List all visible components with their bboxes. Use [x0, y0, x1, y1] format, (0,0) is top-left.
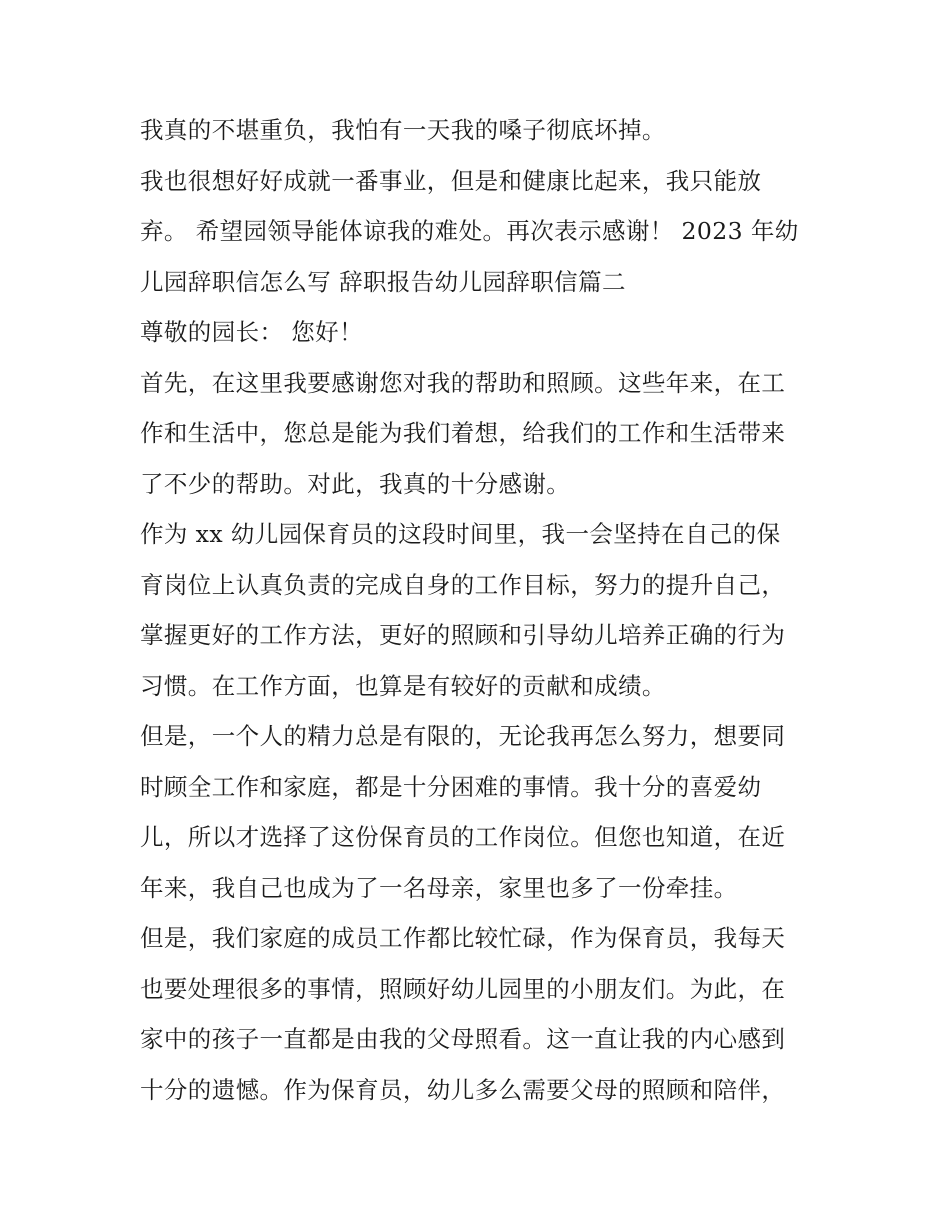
text-line: 家中的孩子一直都是由我的父母照看。这一直让我的内心感到 — [140, 1025, 786, 1053]
text-line: 掌握更好的工作方法，更好的照顾和引导幼儿培养正确的行为 — [140, 621, 786, 649]
text-line: 作和生活中，您总是能为我们着想，给我们的工作和生活带来 — [140, 419, 786, 447]
document-body — [140, 105, 820, 1115]
text-line: 也要处理很多的事情，照顾好幼儿园里的小朋友们。为此，在 — [140, 974, 786, 1003]
salutation-line: 尊敬的园长： 您好！ — [140, 318, 363, 346]
text-line: 但是，一个人的精力总是有限的，无论我再怎么努力，想要同 — [140, 722, 786, 750]
text-line: 习惯。在工作方面，也算是有较好的贡献和成绩。 — [140, 671, 666, 700]
text-line: 作为 xx 幼儿园保育员的这段时间里，我一会坚持在自己的保 — [140, 520, 781, 548]
text-line: 育岗位上认真负责的完成自身的工作目标，努力的提升自己， — [140, 570, 786, 599]
text-line: 年来，我自己也成为了一名母亲，家里也多了一份牵挂。 — [140, 873, 738, 902]
text-line: 了不少的帮助。对此，我真的十分感谢。 — [140, 469, 571, 498]
text-line: 儿园辞职信怎么写 辞职报告幼儿园辞职信篇二 — [140, 267, 626, 296]
text-line: 弃。 希望园领导能体谅我的难处。再次表示感谢！ 2023 年幼 — [140, 217, 799, 245]
text-line: 我真的不堪重负，我怕有一天我的嗓子彻底坏掉。 — [140, 116, 666, 144]
text-line: 但是，我们家庭的成员工作都比较忙碌，作为保育员，我每天 — [140, 924, 786, 952]
text-line: 儿，所以才选择了这份保育员的工作岗位。但您也知道，在近 — [140, 823, 786, 851]
text-line: 时顾全工作和家庭，都是十分困难的事情。我十分的喜爱幼 — [140, 772, 762, 801]
text-line: 十分的遗憾。作为保育员，幼儿多么需要父母的照顾和陪伴， — [140, 1075, 786, 1104]
text-line: 首先，在这里我要感谢您对我的帮助和照顾。这些年来，在工 — [140, 368, 786, 397]
text-line: 我也很想好好成就一番事业，但是和健康比起来，我只能放 — [140, 166, 762, 195]
